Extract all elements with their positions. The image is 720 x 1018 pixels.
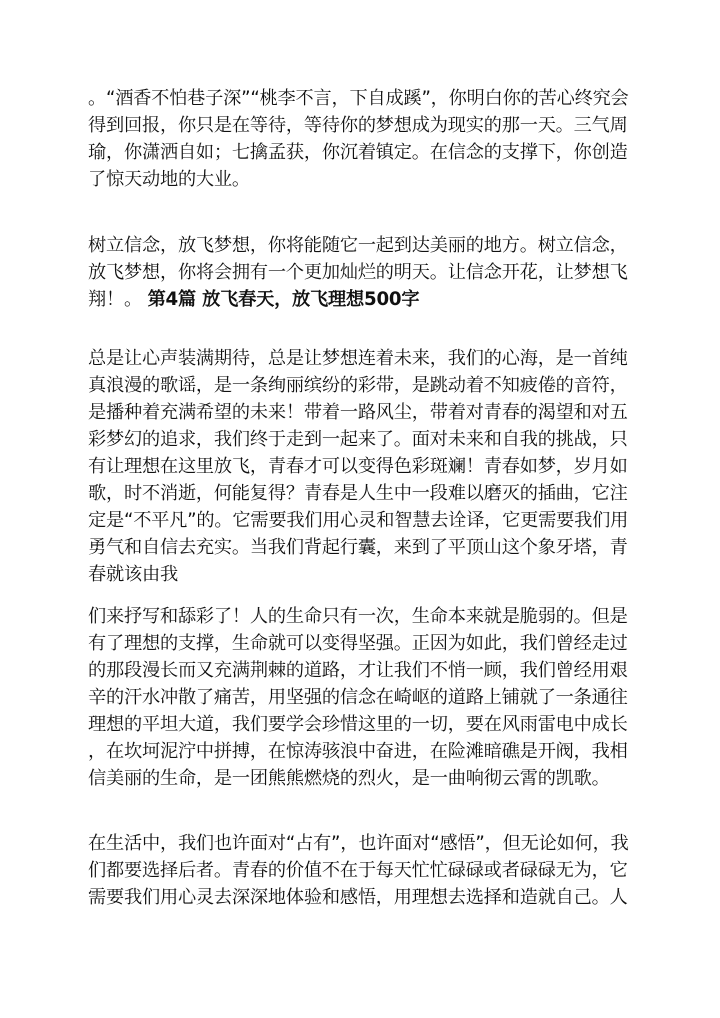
text-line: 们都要选择后者。青春的价值不在于每天忙忙碌碌或者碌碌无为，它 — [88, 860, 628, 881]
text-line: 总是让心声装满期待，总是让梦想连着未来，我们的心海，是一首纯 — [88, 348, 628, 369]
text-line: 得到回报，你只是在等待，等待你的梦想成为现实的那一天。三气周 — [88, 115, 628, 136]
text-line: 树立信念，放飞梦想，你将能随它一起到达美丽的地方。树立信念， — [88, 235, 628, 256]
text-line: 有让理想在这里放飞，青春才可以变得色彩斑斓！青春如梦，岁月如 — [88, 456, 628, 477]
text-line: 春就该由我 — [88, 564, 178, 585]
text-line: 瑜，你潇洒自如；七擒孟获，你沉着镇定。在信念的支撑下，你创造 — [88, 142, 628, 163]
text-line: 在生活中，我们也许面对“占有”，也许面对“感悟”，但无论如何，我 — [88, 833, 629, 854]
paragraph — [88, 85, 636, 193]
text-line: 信美丽的生命，是一团熊熊燃烧的烈火，是一曲响彻云霄的凯歌。 — [88, 768, 610, 789]
text-line: 是播种着充满希望的未来！带着一路风尘，带着对青春的渴望和对五 — [88, 402, 628, 423]
paragraph — [88, 830, 636, 911]
text-line: 定是“不平凡”的。它需要我们用心灵和智慧去诠译，它更需要我们用 — [88, 510, 629, 531]
text-line: 真浪漫的歌谣，是一条绚丽缤纷的彩带，是跳动着不知疲倦的音符， — [88, 375, 628, 396]
section-heading: 第4篇 放飞春天，放飞理想500字 — [147, 289, 420, 310]
text-line: 辛的汗水冲散了痛苦，用坚强的信念在崎岖的道路上铺就了一条通往 — [88, 687, 628, 708]
text-line: 需要我们用心灵去深深地体验和感悟，用理想去选择和造就自己。人 — [88, 887, 628, 908]
paragraph — [88, 232, 636, 313]
text-line: 的那段漫长而又充满荆棘的道路，才让我们不悄一顾，我们曾经用艰 — [88, 660, 628, 681]
text-line: 勇气和自信去充实。当我们背起行囊，来到了平顶山这个象牙塔，青 — [88, 537, 628, 558]
paragraph — [88, 603, 636, 792]
text-line: ，在坎坷泥泞中拼搏，在惊涛骇浪中奋进，在险滩暗礁是开阀，我相 — [88, 741, 628, 762]
text-line: 放飞梦想，你将会拥有一个更加灿烂的明天。让信念开花，让梦想飞 — [88, 262, 628, 283]
text-line: 们来抒写和舔彩了！人的生命只有一次，生命本来就是脆弱的。但是 — [88, 606, 628, 627]
text-line: 彩梦幻的追求，我们终于走到一起来了。面对未来和自我的挑战，只 — [88, 429, 628, 450]
text-line: 理想的平坦大道，我们要学会珍惜这里的一切，要在风雨雷电中成长 — [88, 714, 628, 735]
text-line: 了惊天动地的大业。 — [88, 169, 250, 190]
text-line — [88, 286, 636, 313]
text-line: 有了理想的支撑，生命就可以变得坚强。正因为如此，我们曾经走过 — [88, 633, 628, 654]
text-run: 翔！。 — [88, 289, 142, 310]
paragraph — [88, 345, 636, 588]
text-line: 。“酒香不怕巷子深”“桃李不言，下自成蹊”，你明白你的苦心终究会 — [88, 88, 629, 109]
text-line: 歌，时不消逝，何能复得？青春是人生中一段难以磨灭的插曲，它注 — [88, 483, 628, 504]
